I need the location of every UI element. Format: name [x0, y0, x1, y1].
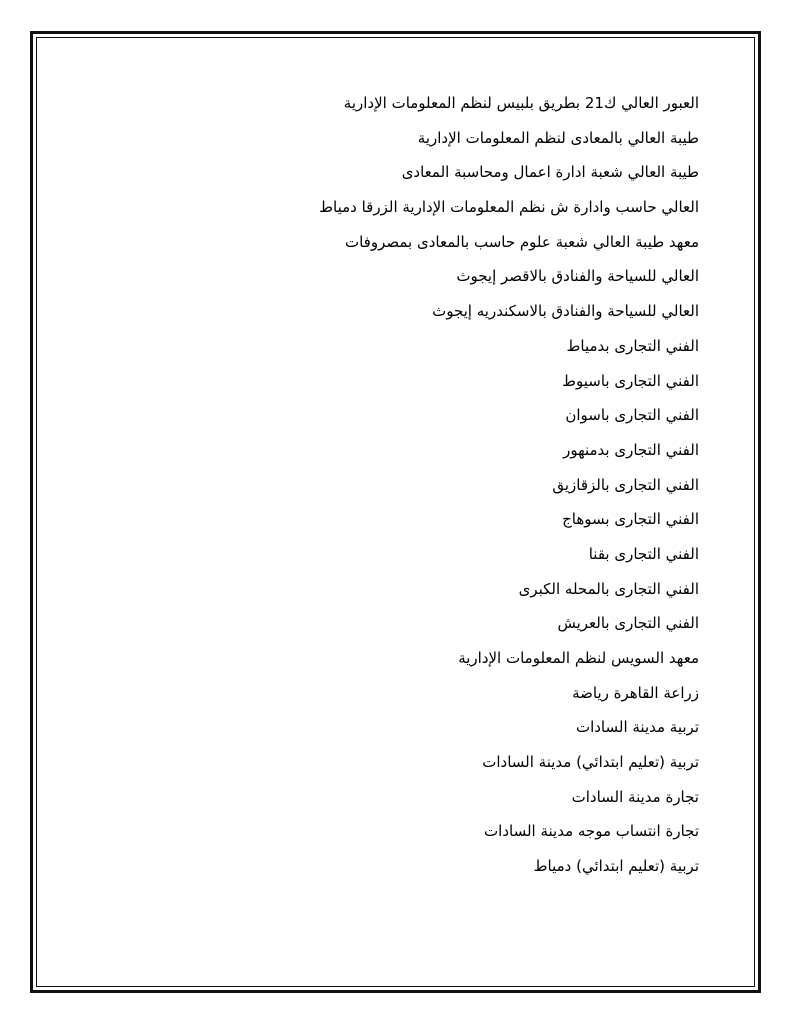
list-item: تجارة انتساب موجه مدينة السادات [484, 822, 699, 841]
list-item: الفني التجارى باسوان [565, 406, 699, 425]
list-item: تربية مدينة السادات [575, 718, 699, 737]
list-item: الفني التجارى بالزقازيق [552, 475, 699, 494]
list-item: تربية (تعليم ابتدائي) مدينة السادات [482, 753, 699, 772]
list-item: تربية (تعليم ابتدائي) دمياط [533, 857, 699, 876]
list-item: زراعة القاهرة رياضة [572, 683, 699, 702]
list-item: الفني التجارى بدمياط [566, 336, 699, 355]
list-item: الفني التجارى بالعريش [557, 614, 699, 633]
institute-list [139, 88, 699, 886]
list-item: العالي للسياحة والفنادق بالاقصر إيجوث [456, 267, 699, 286]
list-item: طيبة العالي بالمعادى لنظم المعلومات الإدارية [417, 128, 699, 147]
list-item: الفني التجارى بدمنهور [563, 440, 699, 459]
list-item: معهد السويس لنظم المعلومات الإدارية [458, 649, 699, 667]
list-item: العالي للسياحة والفنادق بالاسكندريه إيجوث [432, 302, 699, 321]
list-item: الفني التجارى بقنا [588, 544, 699, 563]
list-item: العبور العالي ك21 بطريق بلبيس لنظم المعلومات الإدارية [343, 94, 699, 112]
list-item: تجارة مدينة السادات [571, 787, 699, 806]
list-item: العالي حاسب وادارة ش نظم المعلومات الإدارية الزرقا دمياط [319, 198, 699, 217]
list-item: الفني التجارى باسيوط [562, 371, 699, 390]
list-item: معهد طيبة العالي شعبة علوم حاسب بالمعادى بمصروفات [344, 232, 699, 251]
list-item: الفني التجارى بالمحله الكبرى [518, 579, 699, 598]
list-item: طيبة العالي شعبة ادارة اعمال ومحاسبة المعادى [401, 163, 699, 182]
list-item: الفني التجارى بسوهاج [562, 510, 699, 529]
